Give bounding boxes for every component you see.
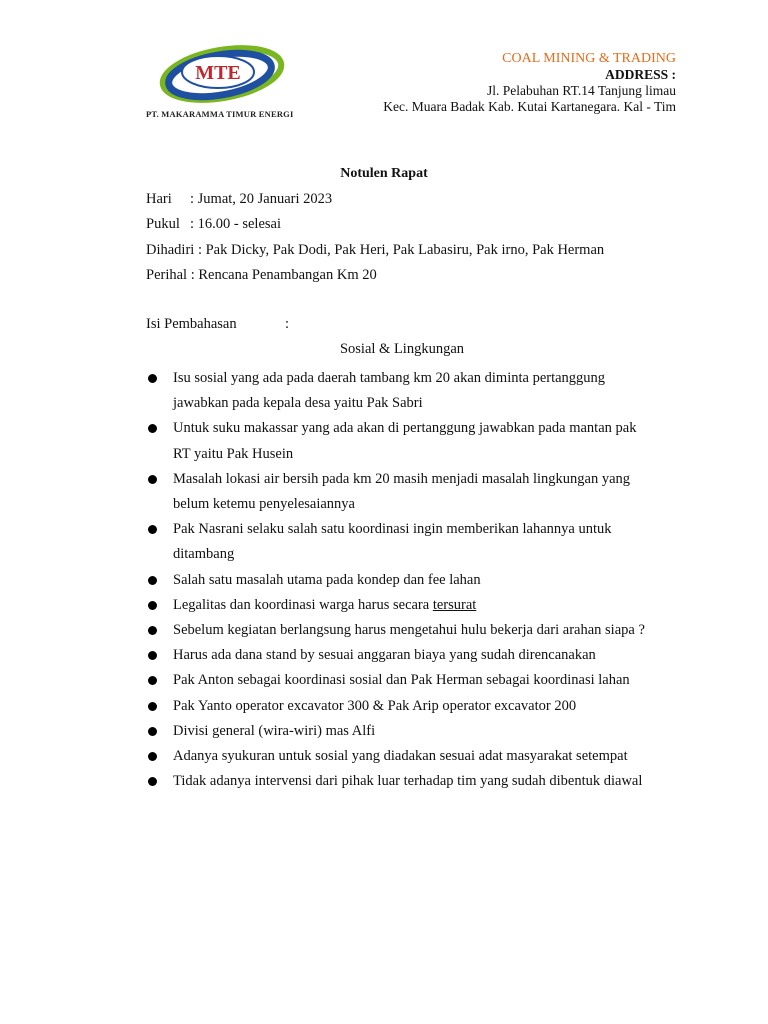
document-title: Notulen Rapat	[340, 166, 428, 181]
company-name: PT. MAKARAMMA TIMUR ENERGI	[146, 109, 294, 119]
time-value: : 16.00 - selesai	[190, 216, 282, 233]
bullet-icon	[148, 525, 157, 534]
address-line-2: Kec. Muara Badak Kab. Kutai Kartanegara. Kal - Tim	[383, 99, 676, 114]
list-item: Tidak adanya intervensi dari pihak luar terhadap tim yang sudah dibentuk diawal	[146, 769, 646, 794]
underlined-word: tersurat	[432, 596, 477, 613]
subject: Perihal : Rencana Penambangan Km 20	[146, 266, 377, 283]
bullet-icon	[148, 676, 157, 685]
meeting-time-row	[146, 214, 604, 239]
company-logo	[146, 42, 298, 120]
discussion-list	[146, 366, 646, 794]
bullet-icon	[148, 601, 157, 610]
company-tagline: COAL MINING & TRADING	[502, 51, 676, 66]
attendees: Dihadiri : Pak Dicky, Pak Dodi, Pak Heri, Pak Labasiru, Pak irno, Pak Herman	[146, 241, 605, 258]
address-label: ADDRESS :	[605, 67, 676, 82]
time-label: Pukul	[146, 216, 180, 233]
list-item: Pak Anton sebagai koordinasi sosial dan Pak Herman sebagai koordinasi lahan	[146, 668, 646, 693]
bullet-icon	[148, 424, 157, 433]
discussion-heading	[146, 316, 290, 333]
list-item: Divisi general (wira-wiri) mas Alfi	[146, 719, 646, 744]
bullet-icon	[148, 374, 157, 383]
list-item: Pak Yanto operator excavator 300 & Pak Arip operator excavator 200	[146, 694, 646, 719]
list-item: Harus ada dana stand by sesuai anggaran biaya yang sudah direncanakan	[146, 643, 646, 668]
bullet-icon	[148, 702, 157, 711]
logo-emblem-icon	[158, 42, 288, 108]
bullet-icon	[148, 626, 157, 635]
bullet-icon	[148, 651, 157, 660]
list-item: Sebelum kegiatan berlangsung harus mengetahui hulu bekerja dari arahan siapa ?	[146, 618, 646, 643]
address-line-1: Jl. Pelabuhan RT.14 Tanjung limau	[487, 83, 676, 98]
list-item: Isu sosial yang ada pada daerah tambang km 20 akan diminta pertanggung jawabkan pada kepala desa yaitu Pak Sabri	[146, 366, 646, 416]
list-item: Pak Nasrani selaku salah satu koordinasi ingin memberikan lahannya untuk ditambang	[146, 517, 646, 567]
section-title: Sosial & Lingkungan	[339, 341, 465, 357]
meeting-details	[146, 189, 604, 290]
discussion-colon: :	[285, 316, 290, 332]
bullet-icon	[148, 777, 157, 786]
company-info	[383, 51, 676, 115]
bullet-icon	[148, 727, 157, 736]
discussion-label: Isi Pembahasan	[146, 316, 237, 332]
day-value: : Jumat, 20 Januari 2023	[190, 191, 333, 207]
list-item: Untuk suku makassar yang ada akan di pertanggung jawabkan pada mantan pak RT yaitu Pak Husein	[146, 416, 646, 466]
logo-text: MTE	[195, 62, 241, 84]
bullet-icon	[148, 475, 157, 484]
list-item: Salah satu masalah utama pada kondep dan fee lahan	[146, 568, 646, 593]
bullet-icon	[148, 576, 157, 585]
bullet-icon	[148, 752, 157, 761]
list-item: Adanya syukuran untuk sosial yang diadakan sesuai adat masyarakat setempat	[146, 744, 646, 769]
list-item: Masalah lokasi air bersih pada km 20 masih menjadi masalah lingkungan yang belum ketemu penyelesaiannya	[146, 467, 646, 517]
list-item: Legalitas dan koordinasi warga harus secara tersurat	[146, 593, 646, 618]
day-label: Hari	[146, 191, 172, 207]
meeting-day-row	[146, 189, 604, 214]
